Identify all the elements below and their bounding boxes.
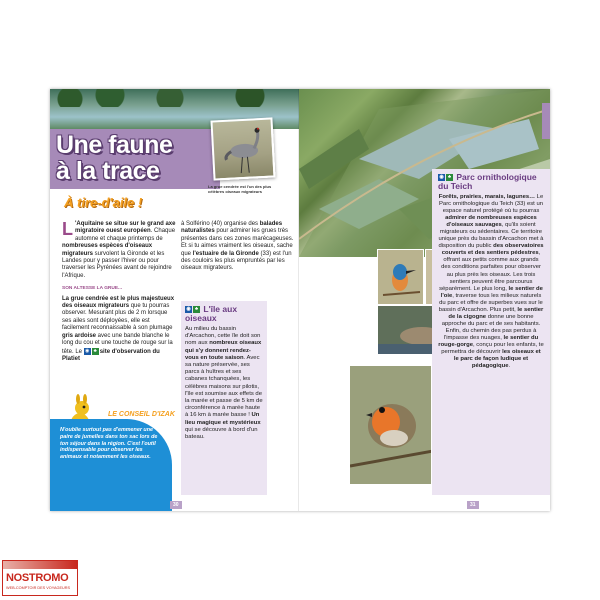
ile-body: Au milieu du bassin d'Arcachon, cette île doit son nom aux nombreux oiseaux qui s'y donnent rendez-vous en toute saison. Avec sa nature préservée, ses parcs à huîtres et ses cabanes tchanquées, les célèbres maisons sur pilotis, l'île est soumise aux effets de la marée et passe de 5 km de circonférence à marée haute à 16 km à marée basse ! Un lieu magique et mystérieux qui se découvre à bord d'un bateau. [185,326,263,441]
page-number-left: 30 [170,501,182,509]
purple-tab [542,103,550,139]
intro-paragraph: L 'Aquitaine se situe sur le grand axe migratoire ouest européen. Chaque automne et chaque printemps de nombreuses espèces d'oiseaux migrateurs survolent la Gironde et les Landes pour y passer l'hiver ou pour traverser les Pyrénées avant de rejoindre l'Afrique. [62,219,176,279]
logo-bar [3,561,77,569]
ile-title: ◉ ♣ L'île aux oiseaux [185,304,238,323]
nature-icon: ♣ [93,347,97,354]
left-column-1 [62,221,178,363]
crane-photo [210,117,275,180]
binoculars-icon: ◉ [439,174,444,181]
advice-label: LE CONSEIL D'IZAK [108,411,175,418]
col2-paragraph: à Solférino (40) organise des balades naturalistes pour admirer les grues très présentes dans ces zones marécageuses. Et si tu aimes vraiment les oiseaux, sache que l'estuaire de la Gironde (33) est l'un des couloirs les plus empruntés par les oiseaux migrateurs. [181,221,294,272]
left-column-2 [181,221,296,273]
kingfisher-photo [377,249,424,305]
grue-paragraph: La grue cendrée est le plus majestueux des oiseaux migrateurs que tu pourras observer. Mesurant plus de 2 m lorsque ses ailes sont déployées, elle est facilement reconnaissable à son plumage gris ardoise avec une bande blanche le long du cou et une touche de rouge sur la tête. Le ◉ ♣ site d'observation du Platiet [62,295,175,362]
crane-caption: La grue cendrée est l'un des plus célèbres oiseaux migrateurs [208,184,272,194]
teich-title: ◉ ♣ Parc ornithologique du Teich [438,172,537,191]
teich-box [432,169,550,495]
nature-icon: ♣ [194,306,199,313]
nature-icon: ♣ [447,174,452,181]
dropcap: L [62,219,73,239]
right-page [299,89,550,511]
teich-body: Forêts, prairies, marais, lagunes… Le Parc ornithologique du Teich (33) est un espace naturel protégé où tu pourras admirer de nombreuses espèces d'oiseaux sauvages, qu'ils soient migrateurs ou sédentaires. Ce territoire unique près du bassin d'Arcachon met à disposition du public des observatoires couverts et des sentiers pédestres, offrant aux petits comme aux grands des conditions parfaites pour observer au plus près les oiseaux. Les trois sentiers peuvent être parcourus séparément. Le plus long, le sentier de l'oie, traverse tous les milieux naturels du parc et offre de superbes vues sur le bassin d'Arcachon. Plus petit, le sentier de la cigogne donne une bonne approche du parc et de ses habitants. Enfin, du chemin des pas perdus à l'impasse des nuages, le sentier du rouge-gorge, conçu pour les enfants, te permettra de découvrir les oiseaux et le parc de façon ludique et pédagogique. [438,194,544,370]
book-spread [50,89,550,511]
logo-name: NOSTROMO [6,572,69,584]
robin-photo [349,365,432,485]
logo-tagline: WEB-COMPTOIR DES VOYAGEURS [6,586,70,590]
left-page [50,89,299,511]
section-heading-grue: SON ALTESSE LA GRUE... [62,286,123,292]
nostromo-logo[interactable] [2,560,78,596]
binoculars-icon: ◉ [85,347,90,354]
ile-aux-oiseaux-box [181,301,267,495]
page-number-right: 31 [467,501,479,509]
section-subtitle: À tire-d'aile ! [64,195,143,210]
advice-text: N'oublie surtout pas d'emmener une paire de jumelles dans ton sac lors de ton séjour dans la région. C'est l'outil indispensable pour observer les animaux et notamment les oiseaux. [60,427,158,461]
page-title: Une faune à la trace [56,131,173,185]
advice-box [50,419,172,511]
binoculars-icon: ◉ [186,306,191,313]
